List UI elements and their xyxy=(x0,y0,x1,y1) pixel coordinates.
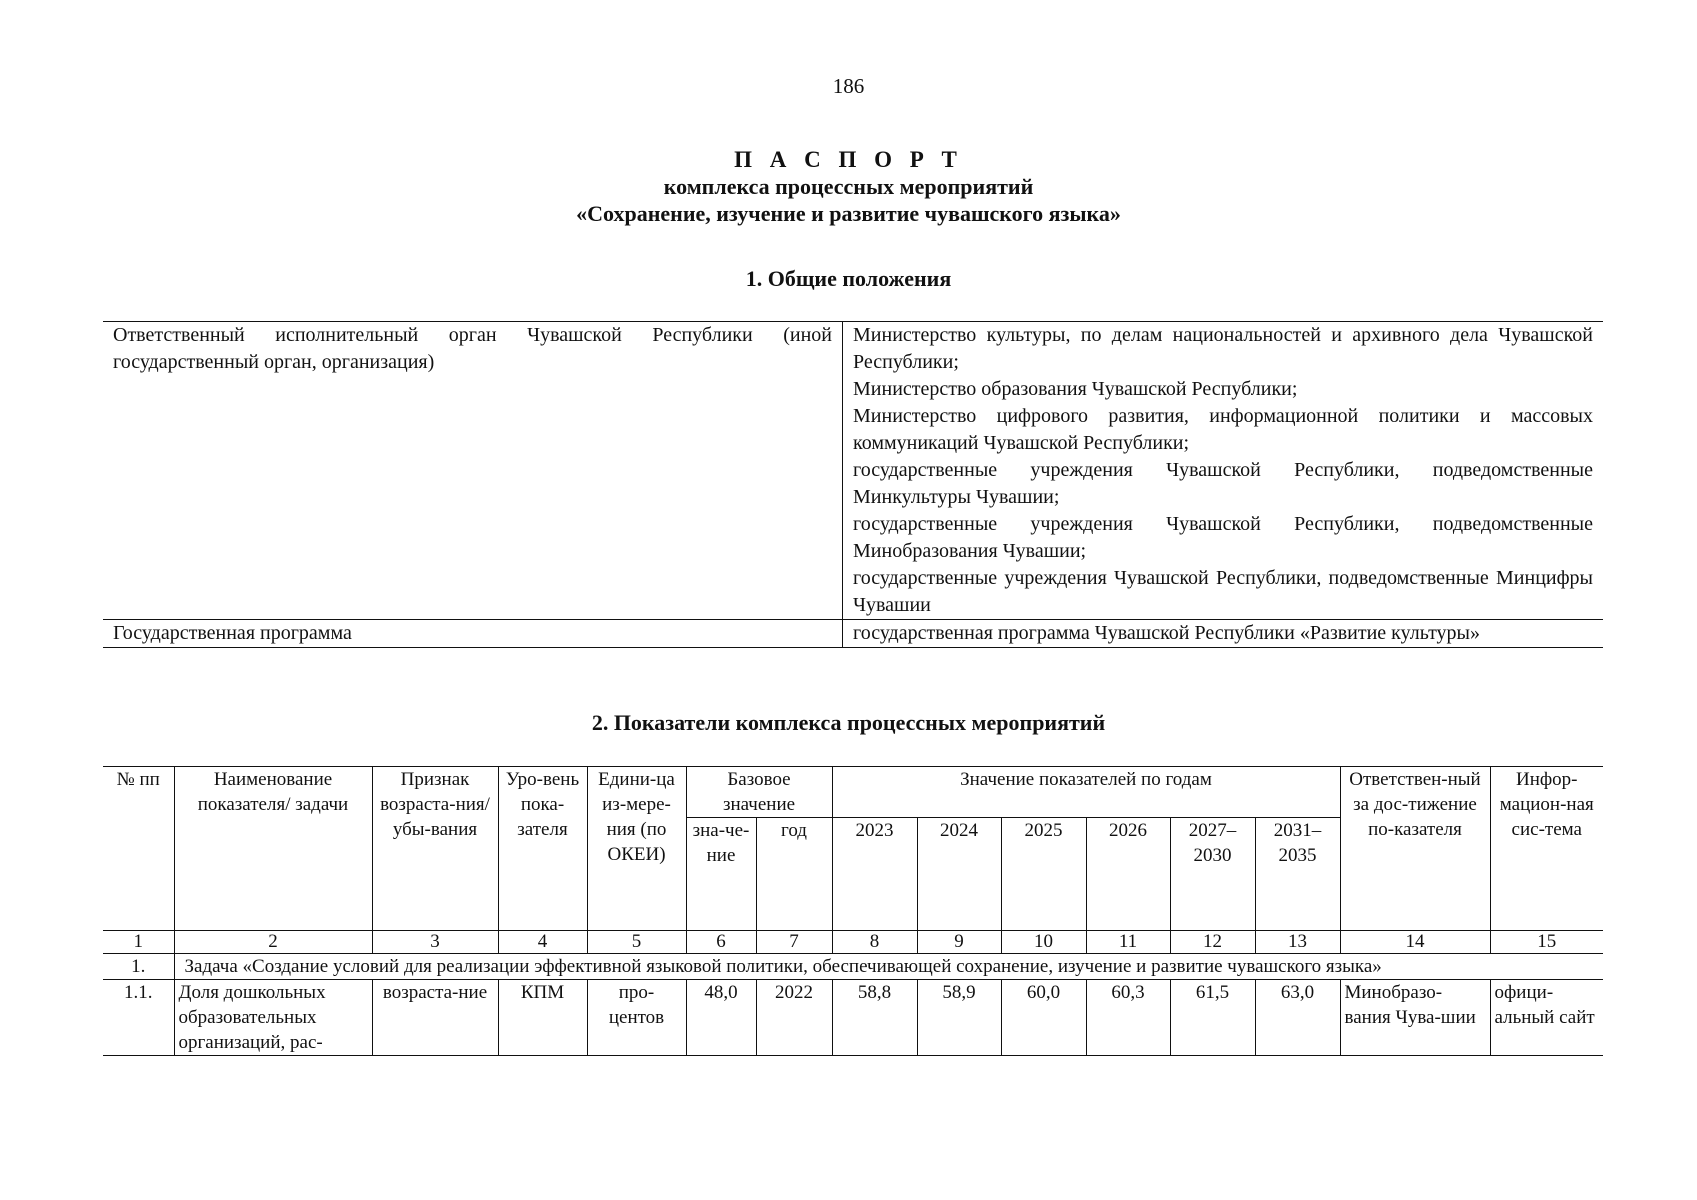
responsible-body-line: государственные учреждения Чувашской Республики, подведомственные Минобразования Чувашии; xyxy=(853,513,1593,562)
column-number: 8 xyxy=(832,931,917,954)
header-row xyxy=(103,767,1603,818)
task-number: 1. xyxy=(103,954,174,980)
indicator-responsible: Минобразо-вания Чува-шии xyxy=(1340,980,1490,1056)
header-base-year: год xyxy=(756,818,832,931)
responsible-body-line: Министерство образования Чувашской Республики; xyxy=(853,378,1298,400)
header-year: 2027–2030 xyxy=(1170,818,1255,931)
section-2-heading: 2. Показатели комплекса процессных мероприятий xyxy=(591,710,1106,735)
column-number: 12 xyxy=(1170,931,1255,954)
header-base-value: зна-че-ние xyxy=(686,818,756,931)
table-row xyxy=(103,620,1603,648)
page-number: 186 xyxy=(832,74,865,98)
section-1-heading: 1. Общие положения xyxy=(745,266,952,291)
header-base: Базовое значение xyxy=(686,767,832,818)
header-year: 2026 xyxy=(1086,818,1170,931)
responsible-body-values xyxy=(843,322,1604,620)
column-number: 10 xyxy=(1001,931,1086,954)
header-trend: Признак возраста-ния/ убы-вания xyxy=(372,767,498,931)
column-number: 11 xyxy=(1086,931,1170,954)
title-line-2: комплекса процессных мероприятий xyxy=(663,174,1034,199)
indicator-trend: возраста-ние xyxy=(372,980,498,1056)
document-title xyxy=(0,146,1697,227)
header-year: 2023 xyxy=(832,818,917,931)
indicator-value: 63,0 xyxy=(1255,980,1340,1056)
indicator-name: Доля дошкольных образовательных организаций, рас- xyxy=(174,980,372,1056)
column-number: 13 xyxy=(1255,931,1340,954)
indicator-info-system: офици-альный сайт xyxy=(1490,980,1603,1056)
indicator-value: 60,3 xyxy=(1086,980,1170,1056)
table-row xyxy=(103,980,1603,1056)
state-program-value: государственная программа Чувашской Республики «Развитие культуры» xyxy=(853,622,1480,644)
indicator-value: 61,5 xyxy=(1170,980,1255,1056)
indicator-value: 60,0 xyxy=(1001,980,1086,1056)
column-number: 15 xyxy=(1490,931,1603,954)
column-number: 5 xyxy=(587,931,686,954)
header-year: 2031–2035 xyxy=(1255,818,1340,931)
header-year: 2025 xyxy=(1001,818,1086,931)
responsible-body-label: Ответственный исполнительный орган Чувашской Республики (иной государственный орган, организация) xyxy=(103,322,843,620)
column-number: 2 xyxy=(174,931,372,954)
responsible-body-line: Министерство цифрового развития, информационной политики и массовых коммуникаций Чувашской Республики; xyxy=(853,405,1593,454)
header-info-system: Инфор-мацион-ная сис-тема xyxy=(1490,767,1603,931)
header-num: № пп xyxy=(103,767,174,931)
row-number: 1.1. xyxy=(103,980,174,1056)
indicator-level: КПМ xyxy=(498,980,587,1056)
column-number: 14 xyxy=(1340,931,1490,954)
state-program-label: Государственная программа xyxy=(103,620,843,648)
indicator-base-year: 2022 xyxy=(756,980,832,1056)
column-number: 1 xyxy=(103,931,174,954)
indicator-value: 58,9 xyxy=(917,980,1001,1056)
indicator-base-value: 48,0 xyxy=(686,980,756,1056)
column-number: 3 xyxy=(372,931,498,954)
header-name: Наименование показателя/ задачи xyxy=(174,767,372,931)
title-passport: П А С П О Р Т xyxy=(734,147,963,172)
general-provisions-table xyxy=(103,321,1603,648)
column-number: 9 xyxy=(917,931,1001,954)
column-number: 6 xyxy=(686,931,756,954)
column-number-row xyxy=(103,931,1603,954)
header-year: 2024 xyxy=(917,818,1001,931)
table-row xyxy=(103,322,1603,620)
header-level: Уро-вень пока-зателя xyxy=(498,767,587,931)
header-years-group: Значение показателей по годам xyxy=(832,767,1340,818)
indicator-unit: про-центов xyxy=(587,980,686,1056)
task-text: Задача «Создание условий для реализации эффективной языковой политики, обеспечивающей сохранение, изучение и развитие чувашского языка» xyxy=(174,954,1603,980)
column-number: 7 xyxy=(756,931,832,954)
indicator-value: 58,8 xyxy=(832,980,917,1056)
responsible-body-line: государственные учреждения Чувашской Республики, подведомственные Минцифры Чувашии xyxy=(853,567,1593,616)
header-unit: Едини-ца из-мере-ния (по ОКЕИ) xyxy=(587,767,686,931)
column-number: 4 xyxy=(498,931,587,954)
title-line-3: «Сохранение, изучение и развитие чувашского языка» xyxy=(576,201,1121,226)
indicators-table xyxy=(103,766,1603,1056)
task-row xyxy=(103,954,1603,980)
responsible-body-line: государственные учреждения Чувашской Республики, подведомственные Минкультуры Чувашии; xyxy=(853,459,1593,508)
header-responsible: Ответствен-ный за дос-тижение по-казателя xyxy=(1340,767,1490,931)
responsible-body-line: Министерство культуры, по делам национальностей и архивного дела Чувашской Республики; xyxy=(853,324,1593,373)
